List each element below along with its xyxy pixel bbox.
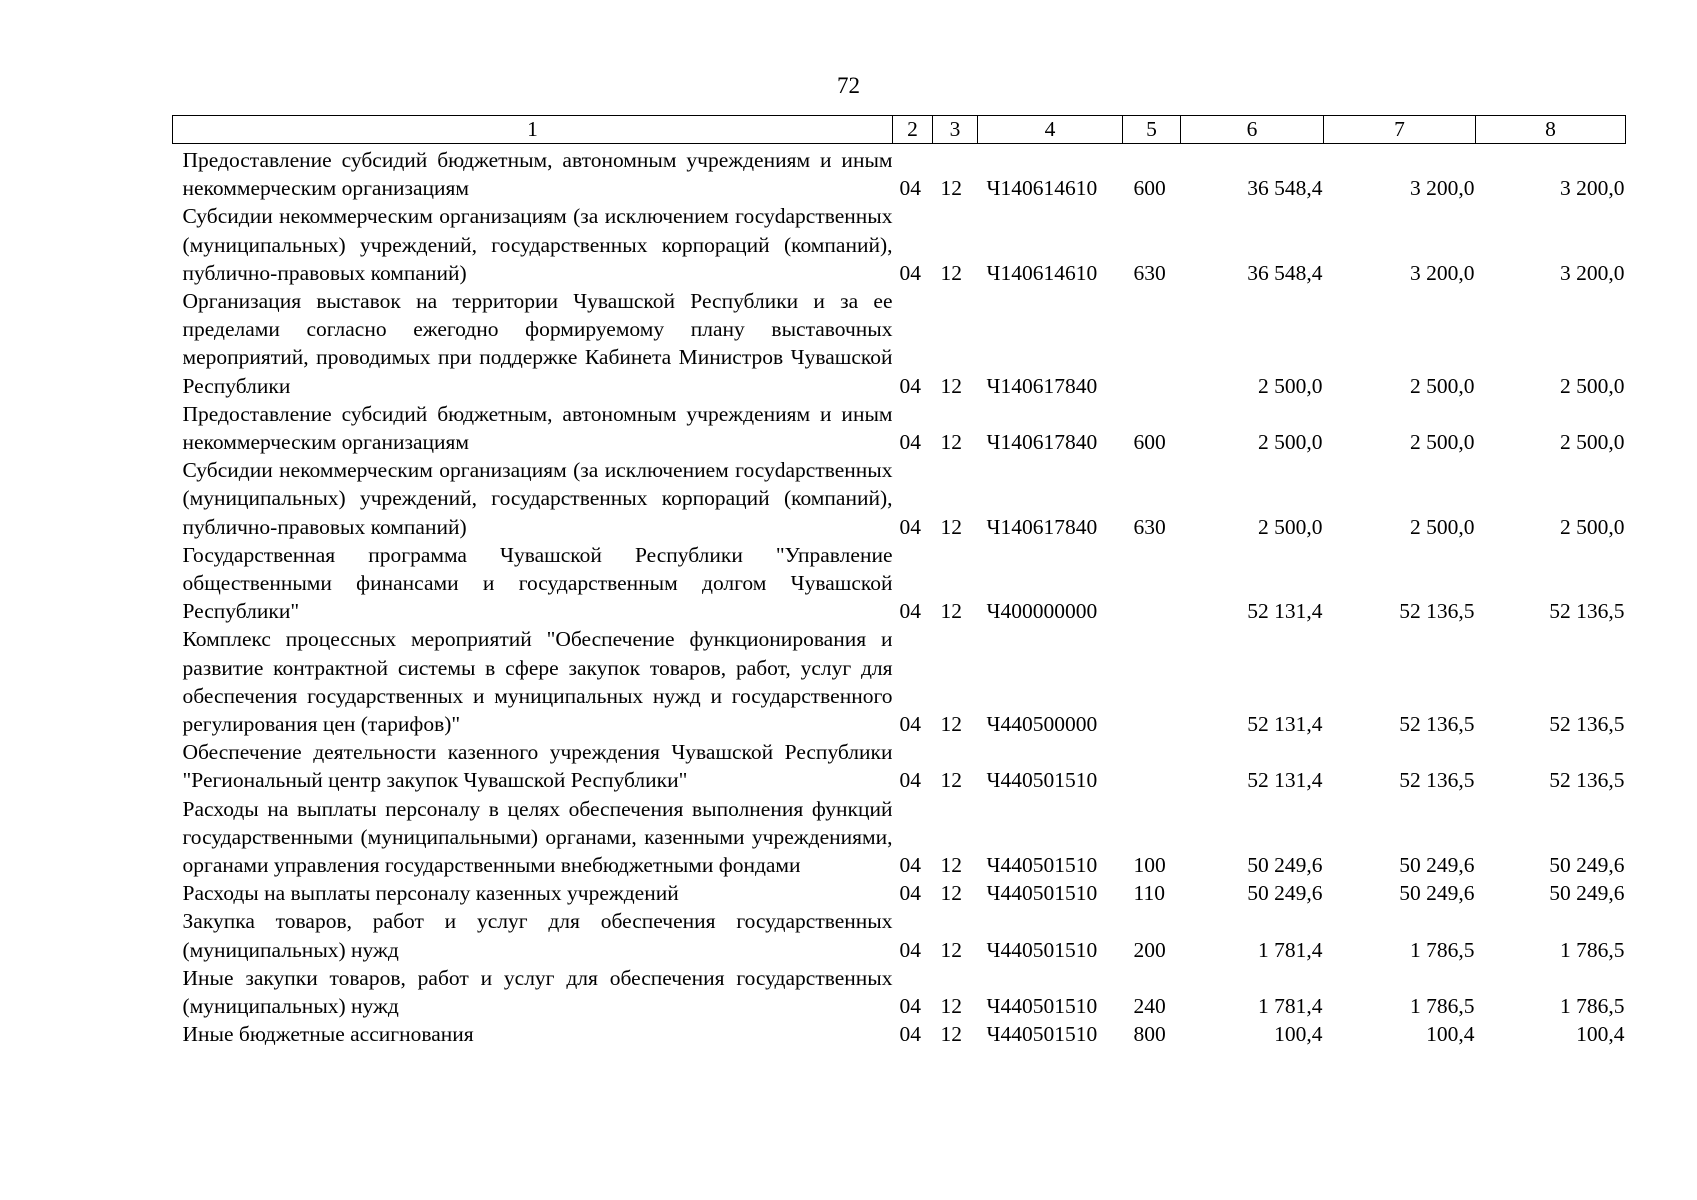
table-header (173, 116, 1626, 144)
row-value-6: 2 500,0 (1258, 514, 1323, 539)
row-section: 04 (899, 853, 921, 878)
header-row (173, 116, 1626, 144)
row-value-8: 100,4 (1576, 1022, 1625, 1047)
row-value-8: 1 786,5 (1560, 937, 1625, 962)
table-row (173, 456, 1626, 541)
row-subsection: 12 (940, 599, 962, 624)
row-value-7: 1 786,5 (1410, 994, 1475, 1019)
budget-table (172, 115, 1626, 1049)
table-row (173, 202, 1626, 287)
table-row (173, 795, 1626, 880)
row-expense-type (1123, 738, 1181, 794)
row-value-8: 52 136,5 (1549, 768, 1625, 793)
table-row (173, 1020, 1626, 1048)
table-body (173, 144, 1626, 1049)
row-value-6: 100,4 (1274, 1022, 1323, 1047)
row-value-8: 1 786,5 (1560, 994, 1625, 1019)
row-expense-type: 600 (1133, 430, 1166, 455)
row-value-7: 50 249,6 (1399, 853, 1475, 878)
header-col-7: 7 (1324, 116, 1476, 144)
row-target-article: Ч440500000 (986, 712, 1098, 737)
row-value-6: 52 131,4 (1247, 712, 1323, 737)
row-target-article: Ч440501510 (986, 994, 1098, 1019)
row-subsection: 12 (940, 176, 962, 201)
row-value-8: 3 200,0 (1560, 176, 1625, 201)
table-row (173, 287, 1626, 400)
row-value-6: 36 548,4 (1247, 176, 1323, 201)
table-row (173, 907, 1626, 963)
header-col-6: 6 (1181, 116, 1324, 144)
table-row (173, 964, 1626, 1020)
row-value-6: 2 500,0 (1258, 373, 1323, 398)
row-section: 04 (899, 373, 921, 398)
row-name: Иные закупки товаров, работ и услуг для обеспечения государственных (муниципальных) нужд (182, 965, 893, 1019)
header-col-1: 1 (173, 116, 893, 144)
page-number: 72 (837, 73, 860, 98)
row-target-article: Ч440501510 (986, 853, 1098, 878)
row-target-article: Ч440501510 (986, 937, 1098, 962)
row-section: 04 (899, 994, 921, 1019)
row-subsection: 12 (940, 994, 962, 1019)
row-expense-type: 630 (1133, 260, 1166, 285)
header-col-3: 3 (933, 116, 978, 144)
row-expense-type (1123, 541, 1181, 626)
row-value-6: 52 131,4 (1247, 599, 1323, 624)
row-name: Закупка товаров, работ и услуг для обеспечения государственных (муниципальных) нужд (182, 909, 893, 962)
row-expense-type: 100 (1133, 853, 1166, 878)
row-target-article: Ч140617840 (986, 430, 1098, 455)
row-name: Комплекс процессных мероприятий "Обеспечение функционирования и развитие контрактной системы в сфере закупок товаров, работ, услуг для обеспечения государственных и муниципальных нужд и государственного регулирования цен (тарифов)" (182, 627, 893, 737)
row-subsection: 12 (940, 514, 962, 539)
row-target-article: Ч440501510 (986, 1022, 1098, 1047)
header-col-4: 4 (978, 116, 1123, 144)
row-subsection: 12 (940, 373, 962, 398)
row-value-7: 52 136,5 (1399, 712, 1475, 737)
row-value-7: 2 500,0 (1410, 514, 1475, 539)
row-section: 04 (899, 430, 921, 455)
row-value-8: 50 249,6 (1549, 881, 1625, 906)
row-target-article: Ч140617840 (986, 514, 1098, 539)
row-expense-type: 200 (1133, 937, 1166, 962)
row-section: 04 (899, 881, 921, 906)
header-col-2: 2 (893, 116, 933, 144)
row-subsection: 12 (940, 1022, 962, 1047)
row-section: 04 (899, 260, 921, 285)
row-value-7: 3 200,0 (1410, 260, 1475, 285)
row-target-article: Ч400000000 (986, 599, 1098, 624)
row-section: 04 (899, 1022, 921, 1047)
row-subsection: 12 (940, 768, 962, 793)
row-value-6: 36 548,4 (1247, 260, 1323, 285)
row-value-7: 2 500,0 (1410, 430, 1475, 455)
row-value-8: 2 500,0 (1560, 430, 1625, 455)
row-value-6: 1 781,4 (1258, 994, 1323, 1019)
row-name: Расходы на выплаты персоналу в целях обеспечения выполнения функций государственными (муниципальными) органами, казенными учреждениями, органами управления государственными внебюджетными фондами (182, 796, 893, 878)
row-target-article: Ч140614610 (986, 260, 1098, 285)
row-value-6: 50 249,6 (1247, 881, 1323, 906)
row-name: Организация выставок на территории Чувашской Республики и за ее пределами согласно ежегодно формируемому плану выставочных мероприятий, проводимых при поддержке Кабинета Министров Чувашской Республики (182, 289, 893, 398)
row-expense-type: 110 (1133, 881, 1165, 906)
header-col-5: 5 (1123, 116, 1181, 144)
row-expense-type: 600 (1133, 176, 1166, 201)
row-target-article: Ч440501510 (986, 881, 1098, 906)
row-section: 04 (899, 599, 921, 624)
row-subsection: 12 (940, 853, 962, 878)
row-subsection: 12 (940, 881, 962, 906)
row-subsection: 12 (940, 430, 962, 455)
row-name: Предоставление субсидий бюджетным, автономным учреждениям и иным некоммерческим организациям (182, 148, 893, 201)
row-name: Государственная программа Чувашской Республики "Управление общественными финансами и государственным долгом Чувашской Республики" (182, 542, 893, 624)
table-row (173, 144, 1626, 203)
row-value-8: 50 249,6 (1549, 853, 1625, 878)
row-value-7: 100,4 (1426, 1022, 1475, 1047)
row-name: Обеспечение деятельности казенного учреждения Чувашской Республики "Региональный центр закупок Чувашской Республики" (182, 740, 893, 793)
row-target-article: Ч440501510 (986, 768, 1098, 793)
row-value-7: 3 200,0 (1410, 176, 1475, 201)
row-section: 04 (899, 768, 921, 793)
row-value-6: 50 249,6 (1247, 853, 1323, 878)
row-name: Субсидии некоммерческим организациям (за исключением госуdарственных (муниципальных) учреждений, государственных корпораций (компаний), публично-правовых компаний) (182, 204, 893, 285)
row-subsection: 12 (940, 712, 962, 737)
row-name: Иные бюджетные ассигнования (182, 1022, 474, 1047)
row-expense-type (1123, 287, 1181, 400)
row-section: 04 (899, 712, 921, 737)
row-expense-type: 800 (1133, 1022, 1166, 1047)
row-expense-type: 240 (1133, 994, 1166, 1019)
row-value-8: 3 200,0 (1560, 260, 1625, 285)
row-value-8: 52 136,5 (1549, 599, 1625, 624)
table-row (173, 541, 1626, 626)
row-section: 04 (899, 937, 921, 962)
row-value-7: 2 500,0 (1410, 373, 1475, 398)
table-row (173, 879, 1626, 907)
row-value-6: 52 131,4 (1247, 768, 1323, 793)
header-col-8: 8 (1476, 116, 1626, 144)
row-value-8: 2 500,0 (1560, 373, 1625, 398)
row-expense-type: 630 (1133, 514, 1166, 539)
row-subsection: 12 (940, 937, 962, 962)
row-name: Субсидии некоммерческим организациям (за исключением госуdарственных (муниципальных) учреждений, государственных корпораций (компаний), публично-правовых компаний) (182, 458, 893, 539)
row-value-7: 52 136,5 (1399, 768, 1475, 793)
row-section: 04 (899, 176, 921, 201)
row-value-7: 50 249,6 (1399, 881, 1475, 906)
table-row (173, 400, 1626, 456)
row-value-7: 1 786,5 (1410, 937, 1475, 962)
row-value-6: 2 500,0 (1258, 430, 1323, 455)
row-value-8: 2 500,0 (1560, 514, 1625, 539)
row-name: Предоставление субсидий бюджетным, автономным учреждениям и иным некоммерческим организациям (182, 401, 893, 455)
row-value-7: 52 136,5 (1399, 599, 1475, 624)
table-row (173, 738, 1626, 794)
row-name: Расходы на выплаты персоналу казенных учреждений (182, 881, 679, 906)
row-expense-type (1123, 625, 1181, 738)
table-row (173, 625, 1626, 738)
row-subsection: 12 (940, 260, 962, 285)
row-value-8: 52 136,5 (1549, 712, 1625, 737)
row-target-article: Ч140617840 (986, 373, 1098, 398)
row-target-article: Ч140614610 (986, 176, 1098, 201)
row-section: 04 (899, 514, 921, 539)
row-value-6: 1 781,4 (1258, 937, 1323, 962)
